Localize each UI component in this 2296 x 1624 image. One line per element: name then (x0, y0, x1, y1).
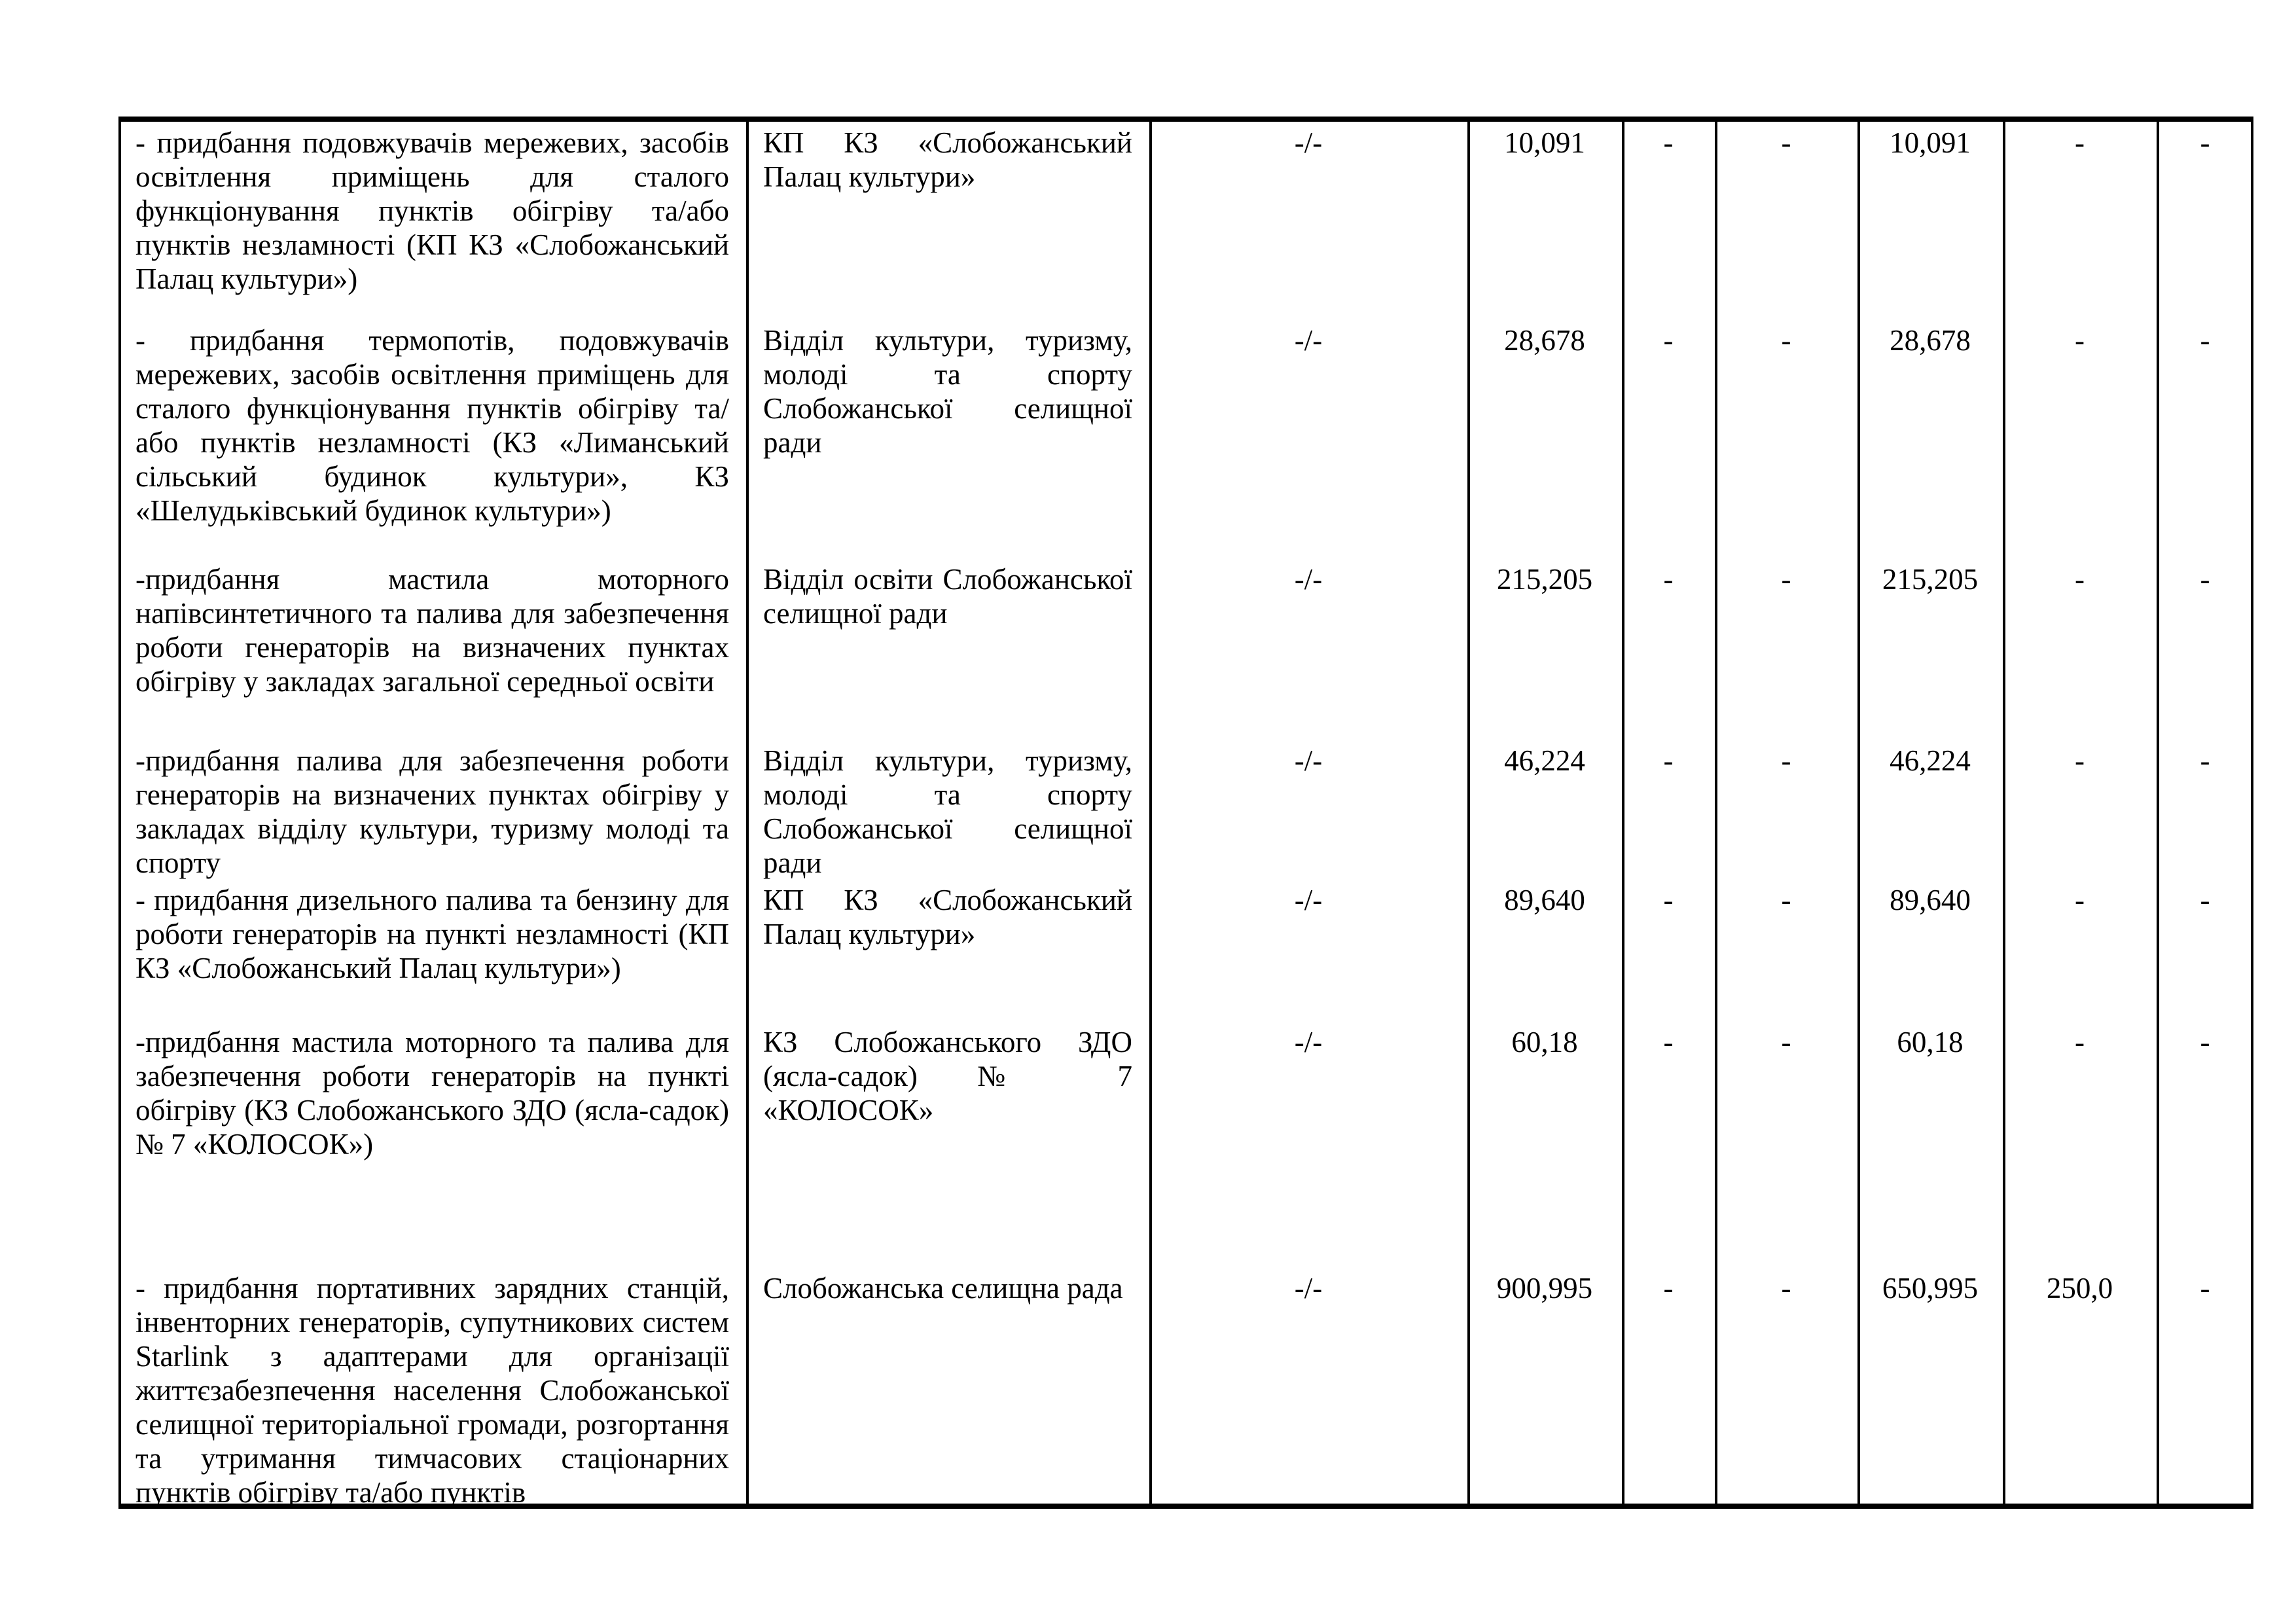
cell-amount-total: 89,640 (1504, 884, 1585, 916)
cell-amount: - (2075, 744, 2085, 777)
cell-amount-total: 215,205 (1496, 563, 1593, 596)
cell-mark: -/- (1294, 744, 1323, 777)
cell-amount: - (2200, 324, 2210, 357)
cell-executor: Відділ освіти Слобожанської селищної ради (763, 563, 1132, 630)
cell-amount-total: 46,224 (1504, 744, 1585, 777)
cell-amount: - (1663, 744, 1674, 777)
table-row (118, 1025, 2253, 1161)
cell-amount: - (2075, 884, 2085, 916)
cell-mark: -/- (1294, 324, 1323, 357)
cell-amount-total: 10,091 (1504, 126, 1585, 159)
cell-amount-local: 650,995 (1882, 1272, 1979, 1305)
cell-executor: КЗ Слобожанського ЗДО (ясла-садок) № 7 «КОЛОСОК» (763, 1026, 1132, 1127)
cell-executor: Відділ культури, туризму, молоді та спорту Слобожанської селищної ради (763, 744, 1132, 879)
cell-amount: - (2200, 1026, 2210, 1058)
cell-amount-local: 46,224 (1890, 744, 1971, 777)
cell-amount-local: 215,205 (1882, 563, 1979, 596)
cell-amount: - (2200, 1272, 2210, 1305)
cell-amount-local: 28,678 (1890, 324, 1971, 357)
cell-amount: - (1781, 884, 1791, 916)
table-row (118, 883, 2253, 985)
cell-amount: - (1781, 744, 1791, 777)
cell-amount-local: 89,640 (1890, 884, 1971, 916)
cell-amount-total: 900,995 (1496, 1272, 1593, 1305)
cell-executor: Відділ культури, туризму, молоді та спорту Слобожанської селищної ради (763, 324, 1132, 459)
cell-description: - придбання дизельного палива та бензину для роботи генераторів на пункті незламності (КП КЗ «Слобожанський Палац культури») (135, 884, 729, 984)
cell-amount: - (1663, 563, 1674, 596)
cell-description: - придбання портативних зарядних станцій, інвенторних генераторів, супутникових систем Starlink з адаптерами для організації життєзабезпечення населення Слобожанської селищної територіальної громади, розгортання та утримання тимчасових стаціонарних пунктів обігріву та/або пунктів (135, 1272, 729, 1509)
table-row (118, 323, 2253, 528)
table-row (118, 1271, 2253, 1509)
cell-amount: - (1781, 563, 1791, 596)
cell-mark: -/- (1294, 1272, 1323, 1305)
cell-description: -придбання мастила моторного напівсинтетичного та палива для забезпечення роботи генераторів на визначених пунктах обігріву у закладах загальної середньої освіти (135, 563, 729, 698)
cell-mark: -/- (1294, 563, 1323, 596)
table-row (118, 126, 2253, 296)
cell-amount: - (2075, 563, 2085, 596)
cell-amount: - (2075, 324, 2085, 357)
cell-amount: - (2200, 126, 2210, 159)
cell-mark: -/- (1294, 126, 1323, 159)
cell-executor: КП КЗ «Слобожанський Палац культури» (763, 884, 1132, 950)
table-top-border (118, 117, 2253, 122)
cell-amount: 250,0 (2046, 1272, 2113, 1305)
table-row (118, 744, 2253, 880)
cell-description: - придбання термопотів, подовжувачів мережевих, засобів освітлення приміщень для сталого функціонування пунктів обігріву та/або пунктів незламності (КЗ «Лиманський сільський будинок культури», КЗ «Шелудьківський будинок культури») (135, 324, 729, 527)
cell-amount: - (1781, 1026, 1791, 1058)
cell-mark: -/- (1294, 884, 1323, 916)
cell-amount-total: 60,18 (1511, 1026, 1578, 1058)
cell-amount: - (1663, 1272, 1674, 1305)
cell-amount-local: 60,18 (1897, 1026, 1964, 1058)
cell-amount: - (2075, 1026, 2085, 1058)
cell-amount: - (2200, 563, 2210, 596)
cell-amount-local: 10,091 (1890, 126, 1971, 159)
cell-mark: -/- (1294, 1026, 1323, 1058)
cell-description: - придбання подовжувачів мережевих, засобів освітлення приміщень для сталого функціонування пунктів обігріву та/або пунктів незламності (КП КЗ «Слобожанський Палац культури») (135, 126, 729, 295)
cell-description: -придбання палива для забезпечення роботи генераторів на визначених пунктах обігріву у закладах відділу культури, туризму молоді та спорту (135, 744, 729, 879)
cell-amount: - (1663, 324, 1674, 357)
budget-table (118, 117, 2253, 1509)
cell-amount: - (1781, 324, 1791, 357)
cell-amount: - (1663, 126, 1674, 159)
cell-amount-total: 28,678 (1504, 324, 1585, 357)
cell-amount: - (1663, 884, 1674, 916)
cell-description: -придбання мастила моторного та палива для забезпечення роботи генераторів на пункті обігріву (КЗ Слобожанського ЗДО (ясла-садок) № 7 «КОЛОСОК») (135, 1026, 729, 1161)
table-row (118, 562, 2253, 698)
cell-amount: - (2075, 126, 2085, 159)
cell-executor: Слобожанська селищна рада (763, 1272, 1123, 1305)
cell-amount: - (1781, 1272, 1791, 1305)
cell-amount: - (1663, 1026, 1674, 1058)
cell-amount: - (2200, 744, 2210, 777)
cell-amount: - (1781, 126, 1791, 159)
cell-executor: КП КЗ «Слобожанський Палац культури» (763, 126, 1132, 193)
cell-amount: - (2200, 884, 2210, 916)
